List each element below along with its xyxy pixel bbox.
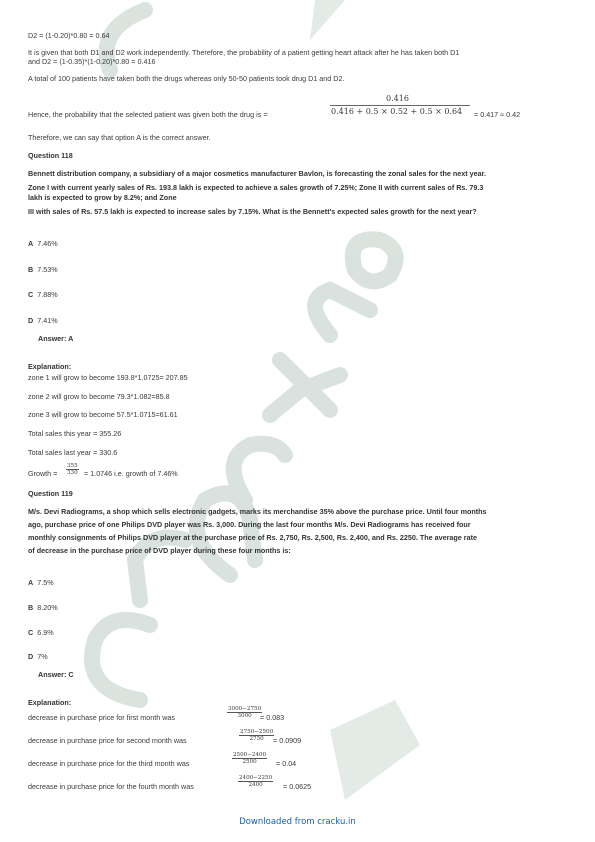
question-118-heading: Question 118 (28, 151, 73, 160)
total-patients-line: A total of 100 patients have taken both the drugs whereas only 50-50 patients took drug D1 and D2. (28, 74, 345, 83)
independence-line-2: and D2 = (1-0.35)*(1-0.20)*0.80 = 0.416 (28, 57, 156, 66)
q119-step-3-fraction: $\frac{2500-2400}{2500}$ (233, 752, 267, 765)
q118-option-d[interactable]: D 7.41% (28, 316, 58, 325)
q119-step-2-result: = 0.0909 (273, 736, 302, 745)
q118-answer: Answer: A (38, 334, 74, 343)
q119-option-b[interactable]: B 8.20% (28, 603, 58, 612)
q119-explanation-heading: Explanation: (28, 698, 72, 707)
question-118-text-3: lakh is expected to grow by 8.2%; and Zone (28, 193, 177, 202)
independence-line-1: It is given that both D1 and D2 work independently. Therefore, the probability of a patient getting heart attack after he has taken both D1 (28, 48, 460, 57)
q119-step-1-result: = 0.083 (260, 713, 285, 722)
q119-step-2-fraction: $\frac{2750-2500}{2750}$ (240, 729, 274, 742)
question-118-text-2: Zone I with current yearly sales of Rs. 193.8 lakh is expected to achieve a sales growth of 7.25%; Zone II with current sales of Rs. 79.3 (28, 183, 484, 192)
q118-explanation-line-4: Total sales this year = 355.26 (28, 429, 122, 438)
q118-explanation-line-2: zone 2 will grow to become 79.3*1.082=85.8 (28, 392, 170, 401)
q119-option-a[interactable]: A 7.5% (28, 578, 54, 587)
q119-step-4-result: = 0.0625 (283, 782, 312, 791)
q119-step-2-label: decrease in purchase price for second month was (28, 736, 187, 745)
q118-option-c[interactable]: C 7.88% (28, 290, 58, 299)
q119-option-d[interactable]: D 7% (28, 652, 48, 661)
q118-growth-fraction: $\frac{355}{330}$ (67, 463, 78, 476)
question-119-text-1: M/s. Devi Radiograms, a shop which sells electronic gadgets, marks its merchandise 35% above the purchase price. Until four months (28, 507, 487, 516)
q119-step-3-label: decrease in purchase price for the third month was (28, 759, 190, 768)
hence-result: = 0.417 ≈ 0.42 (474, 110, 521, 119)
hence-denominator: 0.416 + 0.5 × 0.52 + 0.5 × 0.64 (331, 107, 463, 116)
question-119-text-3: monthly consignments of Philips DVD player at the purchase price of Rs. 2,750, Rs. 2,500, Rs. 2,400, and Rs. 2250. The average rate (28, 533, 477, 542)
q119-step-3-result: = 0.04 (276, 759, 297, 768)
q119-step-4-label: decrease in purchase price for the fourth month was (28, 782, 194, 791)
q118-option-a[interactable]: A 7.46% (28, 239, 58, 248)
q118-option-b[interactable]: B 7.53% (28, 265, 58, 274)
q118-explanation-line-3: zone 3 will grow to become 57.5*1.0715=61.61 (28, 410, 178, 419)
q118-growth-result: = 1.0746 i.e. growth of 7.46% (84, 469, 178, 478)
d2-probability-line: D2 = (1-0.20)*0.80 = 0.64 (28, 31, 110, 40)
hence-prefix: Hence, the probability that the selected patient was given both the drug is = (28, 110, 268, 119)
q119-step-4-fraction: $\frac{2400-2250}{2400}$ (239, 775, 273, 788)
question-118-text-1: Bennett distribution company, a subsidiary of a major cosmetics manufacturer Bavlon, is forecasting the zonal sales for the next year. (28, 169, 486, 178)
q119-option-c[interactable]: C 6.9% (28, 628, 54, 637)
hence-fraction-bar (330, 105, 470, 106)
q118-growth-prefix: Growth = (28, 469, 58, 478)
q118-explanation-line-1: zone 1 will grow to become 193.8*1.0725= 207.85 (28, 373, 188, 382)
hence-numerator: 0.416 (386, 94, 409, 103)
q119-answer: Answer: C (38, 670, 74, 679)
q119-step-1-label: decrease in purchase price for first month was (28, 713, 176, 722)
conclusion-line: Therefore, we can say that option A is the correct answer. (28, 133, 211, 142)
question-119-text-4: of decrease in the purchase price of DVD player during these four months is: (28, 546, 291, 555)
q118-explanation-heading: Explanation: (28, 362, 72, 371)
q119-step-1-fraction: $\frac{3000-2750}{3000}$ (228, 706, 262, 719)
download-footer-link[interactable]: Downloaded from cracku.in (239, 817, 356, 827)
question-119-heading: Question 119 (28, 489, 73, 498)
q118-explanation-line-5: Total sales last year = 330.6 (28, 448, 118, 457)
question-118-text-4: III with sales of Rs. 57.5 lakh is expected to increase sales by 7.15%. What is the Bennett's expected sales growth for the next year? (28, 207, 477, 216)
question-119-text-2: ago, purchase price of one Philips DVD player was Rs. 3,000. During the last four months M/s. Devi Radiograms has received four (28, 520, 471, 529)
